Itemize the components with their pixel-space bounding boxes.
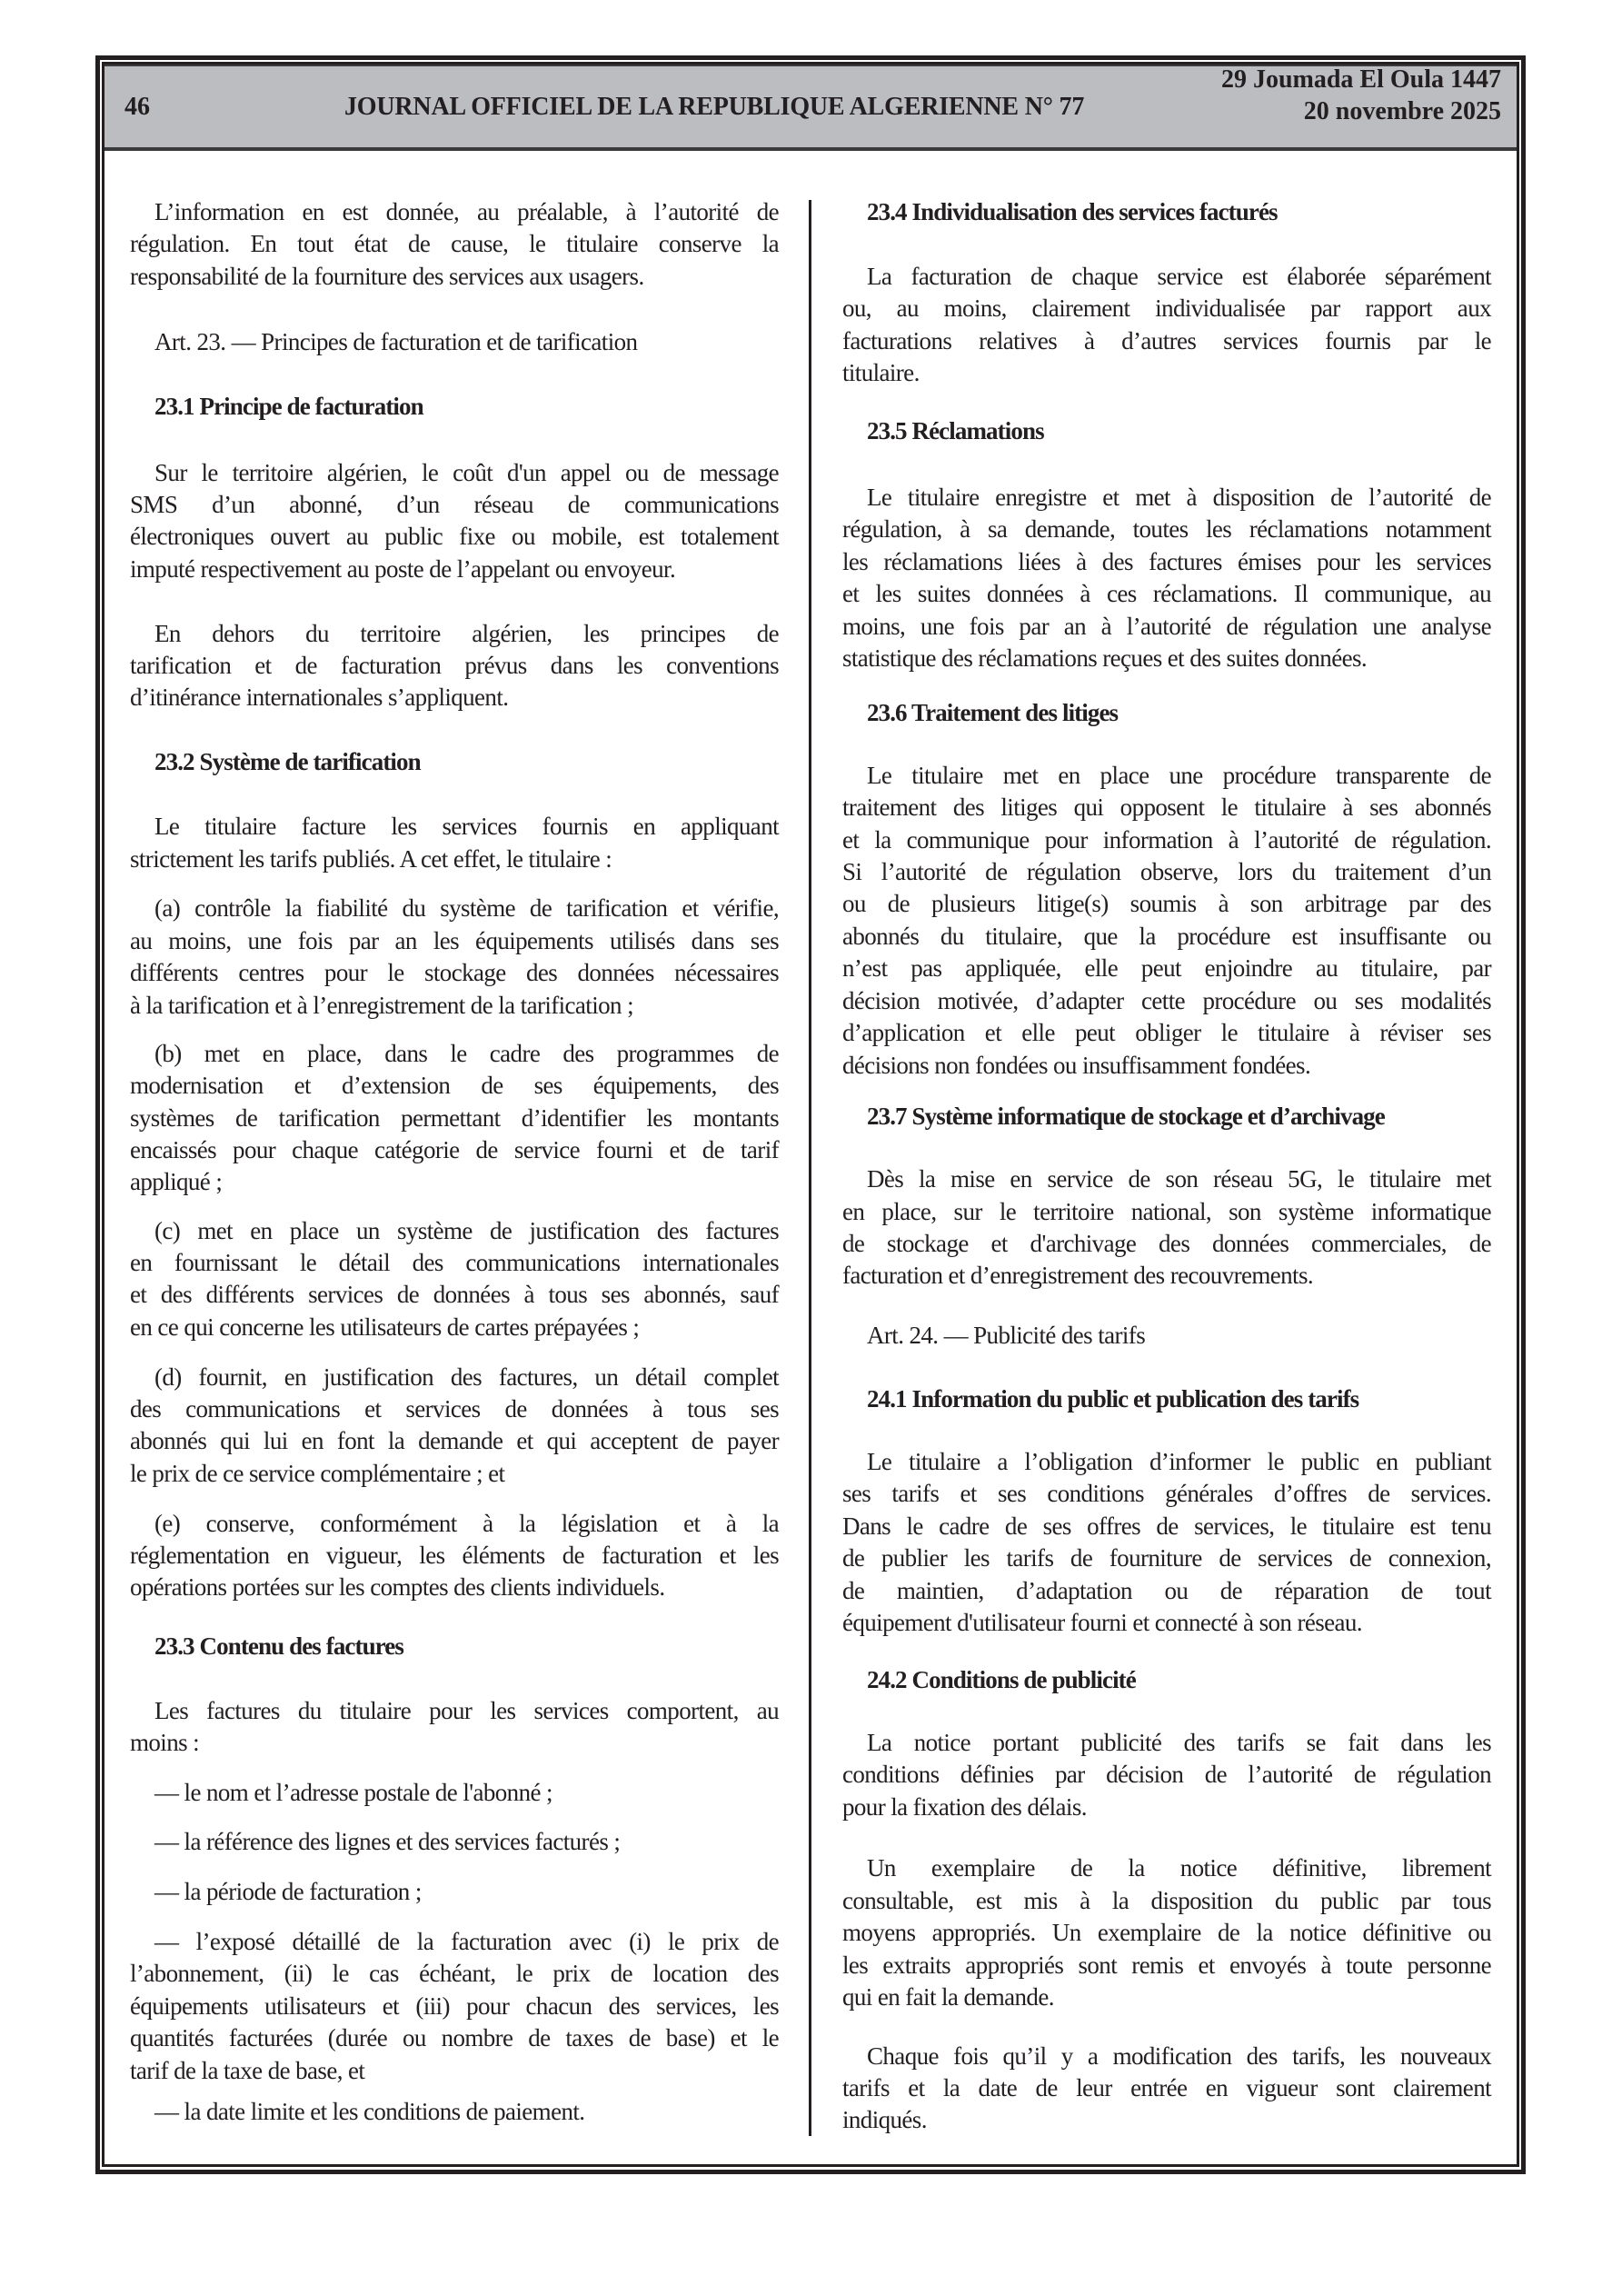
article-title: Art. 24. — Publicité des tarifs xyxy=(867,1322,1146,1350)
paragraph-line: et les suites données à ces réclamations. Il communique, au xyxy=(842,580,1491,608)
paragraph-line: en ce qui concerne les utilisateurs de cartes prépayées ; xyxy=(130,1313,640,1341)
section-heading: 24.1 Information du public et publication des tarifs xyxy=(867,1384,1359,1413)
paragraph-line: (b) met en place, dans le cadre des programmes de xyxy=(154,1039,779,1067)
section-heading: 23.3 Contenu des factures xyxy=(154,1632,403,1660)
paragraph-line: les extraits appropriés sont remis et envoyés à toute personne xyxy=(842,1951,1491,1979)
paragraph-line: régulation, à sa demande, toutes les réclamations notamment xyxy=(842,515,1491,544)
paragraph-line: appliqué ; xyxy=(130,1168,223,1196)
paragraph-line: L’information en est donnée, au préalable, à l’autorité de xyxy=(154,197,779,225)
paragraph-line: indiqués. xyxy=(842,2106,927,2134)
paragraph-line: qui en fait la demande. xyxy=(842,1983,1054,2011)
paragraph-line: en place, sur le territoire national, son système informatique xyxy=(842,1197,1491,1225)
paragraph-line: ses tarifs et ses conditions générales d’offres de services. xyxy=(842,1480,1491,1508)
paragraph-line: responsabilité de la fourniture des services aux usagers. xyxy=(130,262,644,290)
paragraph-line: Dès la mise en service de son réseau 5G, le titulaire met xyxy=(867,1165,1491,1193)
paragraph-line: — le nom et l’adresse postale de l'abonné ; xyxy=(154,1778,552,1806)
paragraph-line: décisions non fondées ou insuffisamment fondées. xyxy=(842,1051,1311,1079)
paragraph-line: — la période de facturation ; xyxy=(154,1878,422,1906)
paragraph-line: systèmes de tarification permettant d’identifier les montants xyxy=(130,1103,779,1132)
column-divider xyxy=(809,200,811,2136)
paragraph-line: moyens appropriés. Un exemplaire de la notice définitive ou xyxy=(842,1919,1491,1947)
paragraph-line: Sur le territoire algérien, le coût d'un appel ou de message xyxy=(154,458,779,486)
section-heading: 23.7 Système informatique de stockage et d’archivage xyxy=(867,1102,1385,1130)
paragraph-line: traitement des litiges qui opposent le titulaire à ses abonnés xyxy=(842,794,1491,822)
section-heading: 24.2 Conditions de publicité xyxy=(867,1665,1136,1693)
paragraph-line: et la communique pour information à l’autorité de régulation. xyxy=(842,825,1491,854)
section-heading: 23.2 Système de tarification xyxy=(154,748,421,776)
paragraph-line: strictement les tarifs publiés. A cet effet, le titulaire : xyxy=(130,844,612,873)
section-heading: 23.6 Traitement des litiges xyxy=(867,698,1119,726)
paragraph-line: ou, au moins, clairement individualisée par rapport aux xyxy=(842,294,1491,323)
paragraph-line: — l’exposé détaillé de la facturation avec (i) le prix de xyxy=(154,1927,779,1955)
paragraph-line: moins : xyxy=(130,1729,200,1756)
paragraph-line: de publier les tarifs de fourniture de services de connexion, xyxy=(842,1544,1491,1572)
paragraph-line: de maintien, d’adaptation ou de réparation de tout xyxy=(842,1576,1491,1604)
paragraph-line: Le titulaire met en place une procédure transparente de xyxy=(867,761,1491,789)
journal-title: JOURNAL OFFICIEL DE LA REPUBLIQUE ALGERIENNE N° 77 xyxy=(344,93,1085,121)
paragraph-line: de stockage et d'archivage des données commerciales, de xyxy=(842,1230,1491,1257)
paragraph-line: les réclamations liées à des factures émises pour les services xyxy=(842,547,1491,575)
paragraph-line: Dans le cadre de ses offres de services, le titulaire est tenu xyxy=(842,1512,1491,1540)
paragraph-line: et des différents services de données à tous ses abonnés, sauf xyxy=(130,1281,779,1309)
paragraph-line: modernisation et d’extension de ses équipements, des xyxy=(130,1072,779,1100)
paragraph-line: équipement d'utilisateur fourni et connecté à son réseau. xyxy=(842,1608,1362,1636)
paragraph-line: des communications et services de données à tous ses xyxy=(130,1394,779,1423)
page-number: 46 xyxy=(124,93,150,121)
paragraph-line: La facturation de chaque service est élaborée séparément xyxy=(867,262,1491,290)
paragraph-line: tarif de la taxe de base, et xyxy=(130,2056,365,2084)
paragraph-line: régulation. En tout état de cause, le titulaire conserve la xyxy=(130,230,779,258)
paragraph-line: au moins, une fois par an les équipements utilisés dans ses xyxy=(130,926,779,954)
paragraph-line: en fournissant le détail des communications internationales xyxy=(130,1248,779,1276)
paragraph-line: abonnés qui lui en font la demande et qui acceptent de payer xyxy=(130,1427,779,1455)
paragraph-line: ou de plusieurs litige(s) soumis à son arbitrage par des xyxy=(842,890,1491,918)
paragraph-line: réglementation en vigueur, les éléments de facturation et les xyxy=(130,1541,779,1569)
paragraph-line: (c) met en place un système de justification des factures xyxy=(154,1216,779,1244)
paragraph-line: moins, une fois par an à l’autorité de régulation une analyse xyxy=(842,612,1491,640)
paragraph-line: statistique des réclamations reçues et des suites données. xyxy=(842,644,1368,672)
paragraph-line: facturation et d’enregistrement des recouvrements. xyxy=(842,1262,1314,1290)
section-heading: 23.4 Individualisation des services facturés xyxy=(867,197,1278,225)
paragraph-line: d’itinérance internationales s’appliquent. xyxy=(130,684,509,712)
paragraph-line: électroniques ouvert au public fixe ou mobile, est totalement xyxy=(130,523,779,551)
paragraph-line: La notice portant publicité des tarifs se fait dans les xyxy=(867,1729,1491,1756)
paragraph-line: encaissés pour chaque catégorie de service fourni et de tarif xyxy=(130,1135,779,1163)
paragraph-line: imputé respectivement au poste de l’appelant ou envoyeur. xyxy=(130,554,676,583)
paragraph-line: tarifs et la date de leur entrée en vigueur sont clairement xyxy=(842,2073,1491,2101)
paragraph-line: décision motivée, d’adapter cette procédure ou ses modalités xyxy=(842,986,1491,1014)
paragraph-line: conditions définies par décision de l’autorité de régulation xyxy=(842,1761,1491,1789)
paragraph-line: Les factures du titulaire pour les services comportent, au xyxy=(154,1696,779,1724)
paragraph-line: (d) fournit, en justification des factures, un détail complet xyxy=(154,1363,779,1391)
paragraph-line: d’application et elle peut obliger le titulaire à réviser ses xyxy=(842,1019,1491,1047)
paragraph-line: (a) contrôle la fiabilité du système de tarification et vérifie, xyxy=(154,894,779,923)
paragraph-line: équipements utilisateurs et (iii) pour chacun des services, les xyxy=(130,1992,779,2020)
paragraph-line: facturations relatives à d’autres services fournis par le xyxy=(842,326,1491,354)
date-hijri: 29 Joumada El Oula 1447 xyxy=(1220,65,1501,94)
paragraph-line: différents centres pour le stockage des données nécessaires xyxy=(130,959,779,987)
paragraph-line: quantités facturées (durée ou nombre de taxes de base) et le xyxy=(130,2024,779,2052)
paragraph-line: — la référence des lignes et des services facturés ; xyxy=(154,1828,621,1856)
paragraph-line: à la tarification et à l’enregistrement de la tarification ; xyxy=(130,991,633,1019)
paragraph-line: tarification et de facturation prévus dans les conventions xyxy=(130,652,779,680)
paragraph-line: Si l’autorité de régulation observe, lors du traitement d’un xyxy=(842,858,1491,886)
paragraph-line: En dehors du territoire algérien, les principes de xyxy=(154,619,779,647)
paragraph-line: opérations portées sur les comptes des clients individuels. xyxy=(130,1573,665,1602)
paragraph-line: Le titulaire facture les services fournis en appliquant xyxy=(154,813,779,841)
paragraph-line: titulaire. xyxy=(842,359,920,387)
paragraph-line: abonnés du titulaire, que la procédure est insuffisante ou xyxy=(842,922,1491,950)
paragraph-line: pour la fixation des délais. xyxy=(842,1792,1087,1821)
paragraph-line: — la date limite et les conditions de paiement. xyxy=(154,2097,585,2125)
article-title: Art. 23. — Principes de facturation et de tarification xyxy=(154,328,638,356)
paragraph-line: Chaque fois qu’il y a modification des tarifs, les nouveaux xyxy=(867,2041,1491,2070)
paragraph-line: Le titulaire enregistre et met à disposition de l’autorité de xyxy=(867,483,1491,511)
section-heading: 23.1 Principe de facturation xyxy=(154,393,423,421)
paragraph-line: SMS d’un abonné, d’un réseau de communications xyxy=(130,490,779,518)
paragraph-line: Un exemplaire de la notice définitive, librement xyxy=(867,1854,1491,1882)
paragraph-line: l’abonnement, (ii) le cas échéant, le prix de location des xyxy=(130,1960,779,1988)
paragraph-line: (e) conserve, conformément à la législation et à la xyxy=(154,1509,779,1537)
paragraph-line: n’est pas appliquée, elle peut enjoindre au titulaire, par xyxy=(842,954,1491,983)
paragraph-line: Le titulaire a l’obligation d’informer le public en publiant xyxy=(867,1447,1491,1475)
section-heading: 23.5 Réclamations xyxy=(867,417,1044,445)
paragraph-line: consultable, est mis à la disposition du public par tous xyxy=(842,1886,1491,1914)
paragraph-line: le prix de ce service complémentaire ; et xyxy=(130,1459,505,1487)
date-gregorian: 20 novembre 2025 xyxy=(1303,97,1501,125)
